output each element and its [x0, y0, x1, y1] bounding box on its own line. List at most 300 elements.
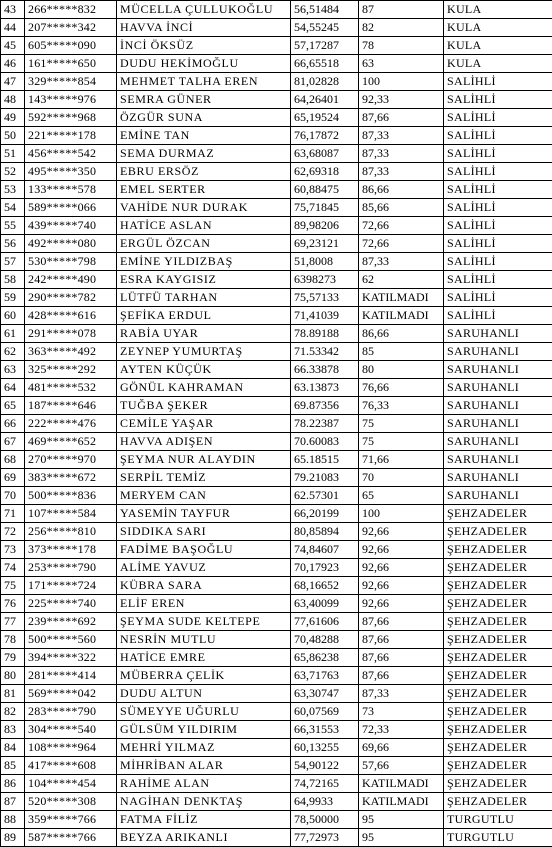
second-score-cell: 87,66 — [359, 631, 444, 649]
score-cell: 77,72973 — [291, 829, 359, 847]
district-cell: TURGUTLU — [444, 811, 552, 829]
table-row — [1, 325, 552, 343]
table-row — [1, 253, 552, 271]
full-name-cell: MEHRİ YILMAZ — [117, 739, 291, 757]
full-name-cell: HAVVA ADIŞEN — [117, 433, 291, 451]
district-cell: ŞEHZADELER — [444, 793, 552, 811]
row-number-cell: 67 — [1, 433, 25, 451]
score-cell: 78.22387 — [291, 415, 359, 433]
district-cell: SARUHANLI — [444, 361, 552, 379]
row-number-cell: 69 — [1, 469, 25, 487]
tc-number-cell: 589*****066 — [25, 199, 117, 217]
tc-number-cell: 481*****532 — [25, 379, 117, 397]
full-name-cell: GÖNÜL KAHRAMAN — [117, 379, 291, 397]
district-cell: SARUHANLI — [444, 469, 552, 487]
district-cell: SALİHLİ — [444, 217, 552, 235]
tc-number-cell: 239*****692 — [25, 613, 117, 631]
row-number-cell: 55 — [1, 217, 25, 235]
tc-number-cell: 281*****414 — [25, 667, 117, 685]
second-score-cell: 78 — [359, 37, 444, 55]
table-row — [1, 163, 552, 181]
district-cell: ŞEHZADELER — [444, 703, 552, 721]
row-number-cell: 83 — [1, 721, 25, 739]
tc-number-cell: 428*****616 — [25, 307, 117, 325]
tc-number-cell: 222*****476 — [25, 415, 117, 433]
table-row — [1, 199, 552, 217]
district-cell: SALİHLİ — [444, 307, 552, 325]
second-score-cell: KATILMADI — [359, 289, 444, 307]
second-score-cell: 87,33 — [359, 145, 444, 163]
full-name-cell: ŞEYMA SUDE KELTEPE — [117, 613, 291, 631]
table-row — [1, 19, 552, 37]
tc-number-cell: 291*****078 — [25, 325, 117, 343]
second-score-cell: 85 — [359, 343, 444, 361]
table-row — [1, 127, 552, 145]
district-cell: SARUHANLI — [444, 325, 552, 343]
district-cell: KULA — [444, 19, 552, 37]
district-cell: SARUHANLI — [444, 487, 552, 505]
full-name-cell: MÜCELLA ÇULLUKOĞLU — [117, 1, 291, 19]
tc-number-cell: 329*****854 — [25, 73, 117, 91]
full-name-cell: MERYEM CAN — [117, 487, 291, 505]
score-cell: 69.87356 — [291, 397, 359, 415]
second-score-cell: 92,66 — [359, 541, 444, 559]
second-score-cell: 92,66 — [359, 559, 444, 577]
table-row — [1, 757, 552, 775]
second-score-cell: 95 — [359, 829, 444, 847]
row-number-cell: 79 — [1, 649, 25, 667]
row-number-cell: 76 — [1, 595, 25, 613]
score-cell: 63,71763 — [291, 667, 359, 685]
district-cell: SALİHLİ — [444, 127, 552, 145]
row-number-cell: 71 — [1, 505, 25, 523]
second-score-cell: 95 — [359, 811, 444, 829]
full-name-cell: GÜLSÜM YILDIRIM — [117, 721, 291, 739]
tc-number-cell: 325*****292 — [25, 361, 117, 379]
row-number-cell: 87 — [1, 793, 25, 811]
tc-number-cell: 500*****836 — [25, 487, 117, 505]
score-cell: 6398273 — [291, 271, 359, 289]
full-name-cell: VAHİDE NUR DURAK — [117, 199, 291, 217]
table-row — [1, 433, 552, 451]
tc-number-cell: 456*****542 — [25, 145, 117, 163]
table-row — [1, 289, 552, 307]
table-row — [1, 37, 552, 55]
full-name-cell: ESRA KAYGISIZ — [117, 271, 291, 289]
district-cell: SALİHLİ — [444, 235, 552, 253]
full-name-cell: HATİCE EMRE — [117, 649, 291, 667]
score-cell: 74,84607 — [291, 541, 359, 559]
district-cell: ŞEHZADELER — [444, 649, 552, 667]
row-number-cell: 59 — [1, 289, 25, 307]
row-number-cell: 89 — [1, 829, 25, 847]
second-score-cell: 65 — [359, 487, 444, 505]
full-name-cell: EMİNE TAN — [117, 127, 291, 145]
second-score-cell: 63 — [359, 55, 444, 73]
tc-number-cell: 171*****724 — [25, 577, 117, 595]
row-number-cell: 77 — [1, 613, 25, 631]
full-name-cell: ERGÜL ÖZCAN — [117, 235, 291, 253]
table-row — [1, 271, 552, 289]
score-cell: 63,40099 — [291, 595, 359, 613]
tc-number-cell: 108*****964 — [25, 739, 117, 757]
score-cell: 60,13255 — [291, 739, 359, 757]
district-cell: KULA — [444, 55, 552, 73]
tc-number-cell: 270*****970 — [25, 451, 117, 469]
table-row — [1, 451, 552, 469]
tc-number-cell: 605*****090 — [25, 37, 117, 55]
district-cell: ŞEHZADELER — [444, 559, 552, 577]
row-number-cell: 65 — [1, 397, 25, 415]
district-cell: TURGUTLU — [444, 829, 552, 847]
tc-number-cell: 500*****560 — [25, 631, 117, 649]
score-cell: 65.18515 — [291, 451, 359, 469]
district-cell: SARUHANLI — [444, 343, 552, 361]
district-cell: ŞEHZADELER — [444, 667, 552, 685]
score-cell: 81,02828 — [291, 73, 359, 91]
table-row — [1, 685, 552, 703]
table-row — [1, 469, 552, 487]
row-number-cell: 72 — [1, 523, 25, 541]
table-row — [1, 613, 552, 631]
row-number-cell: 63 — [1, 361, 25, 379]
second-score-cell: 82 — [359, 19, 444, 37]
full-name-cell: ŞEYMA NUR ALAYDIN — [117, 451, 291, 469]
row-number-cell: 85 — [1, 757, 25, 775]
table-row — [1, 775, 552, 793]
row-number-cell: 73 — [1, 541, 25, 559]
full-name-cell: SIDDIKA SARI — [117, 523, 291, 541]
tc-number-cell: 373*****178 — [25, 541, 117, 559]
tc-number-cell: 569*****042 — [25, 685, 117, 703]
tc-number-cell: 304*****540 — [25, 721, 117, 739]
second-score-cell: 80 — [359, 361, 444, 379]
table-row — [1, 811, 552, 829]
table-row — [1, 379, 552, 397]
results-table-body — [1, 1, 552, 847]
district-cell: SALİHLİ — [444, 199, 552, 217]
second-score-cell: KATILMADI — [359, 793, 444, 811]
district-cell: SARUHANLI — [444, 397, 552, 415]
second-score-cell: 72,66 — [359, 217, 444, 235]
second-score-cell: 72,66 — [359, 235, 444, 253]
district-cell: ŞEHZADELER — [444, 685, 552, 703]
table-row — [1, 181, 552, 199]
table-row — [1, 667, 552, 685]
score-cell: 60,88475 — [291, 181, 359, 199]
tc-number-cell: 530*****798 — [25, 253, 117, 271]
second-score-cell: KATILMADI — [359, 775, 444, 793]
row-number-cell: 82 — [1, 703, 25, 721]
tc-number-cell: 253*****790 — [25, 559, 117, 577]
row-number-cell: 57 — [1, 253, 25, 271]
row-number-cell: 86 — [1, 775, 25, 793]
second-score-cell: 69,66 — [359, 739, 444, 757]
full-name-cell: ELİF EREN — [117, 595, 291, 613]
score-cell: 57,17287 — [291, 37, 359, 55]
full-name-cell: BEYZA ARIKANLI — [117, 829, 291, 847]
district-cell: ŞEHZADELER — [444, 721, 552, 739]
table-row — [1, 361, 552, 379]
score-cell: 80,85894 — [291, 523, 359, 541]
full-name-cell: FADİME BAŞOĞLU — [117, 541, 291, 559]
table-row — [1, 109, 552, 127]
tc-number-cell: 161*****650 — [25, 55, 117, 73]
table-row — [1, 73, 552, 91]
second-score-cell: 70 — [359, 469, 444, 487]
score-cell: 62.57301 — [291, 487, 359, 505]
tc-number-cell: 394*****322 — [25, 649, 117, 667]
second-score-cell: 57,66 — [359, 757, 444, 775]
full-name-cell: RAHİME ALAN — [117, 775, 291, 793]
table-row — [1, 91, 552, 109]
row-number-cell: 51 — [1, 145, 25, 163]
full-name-cell: ALİME YAVUZ — [117, 559, 291, 577]
score-cell: 70,17923 — [291, 559, 359, 577]
tc-number-cell: 207*****342 — [25, 19, 117, 37]
table-row — [1, 577, 552, 595]
score-cell: 66.33878 — [291, 361, 359, 379]
district-cell: ŞEHZADELER — [444, 775, 552, 793]
table-row — [1, 523, 552, 541]
tc-number-cell: 592*****968 — [25, 109, 117, 127]
row-number-cell: 84 — [1, 739, 25, 757]
second-score-cell: 87,33 — [359, 127, 444, 145]
row-number-cell: 53 — [1, 181, 25, 199]
score-cell: 62,69318 — [291, 163, 359, 181]
district-cell: SALİHLİ — [444, 145, 552, 163]
score-cell: 89,98206 — [291, 217, 359, 235]
tc-number-cell: 587*****766 — [25, 829, 117, 847]
score-cell: 68,16652 — [291, 577, 359, 595]
full-name-cell: ŞEFİKA ERDUL — [117, 307, 291, 325]
second-score-cell: 92,33 — [359, 91, 444, 109]
table-row — [1, 217, 552, 235]
tc-number-cell: 439*****740 — [25, 217, 117, 235]
table-row — [1, 829, 552, 847]
district-cell: ŞEHZADELER — [444, 577, 552, 595]
full-name-cell: RABİA UYAR — [117, 325, 291, 343]
district-cell: SALİHLİ — [444, 163, 552, 181]
table-row — [1, 631, 552, 649]
table-row — [1, 541, 552, 559]
full-name-cell: SÜMEYYE UĞURLU — [117, 703, 291, 721]
table-row — [1, 55, 552, 73]
district-cell: SALİHLİ — [444, 253, 552, 271]
score-cell: 63.13873 — [291, 379, 359, 397]
score-cell: 76,17872 — [291, 127, 359, 145]
district-cell: ŞEHZADELER — [444, 541, 552, 559]
full-name-cell: LÜTFÜ TARHAN — [117, 289, 291, 307]
second-score-cell: 92,66 — [359, 523, 444, 541]
full-name-cell: DUDU ALTUN — [117, 685, 291, 703]
row-number-cell: 54 — [1, 199, 25, 217]
district-cell: ŞEHZADELER — [444, 595, 552, 613]
row-number-cell: 68 — [1, 451, 25, 469]
score-cell: 65,86238 — [291, 649, 359, 667]
second-score-cell: 76,66 — [359, 379, 444, 397]
district-cell: ŞEHZADELER — [444, 631, 552, 649]
score-cell: 71.53342 — [291, 343, 359, 361]
row-number-cell: 62 — [1, 343, 25, 361]
row-number-cell: 45 — [1, 37, 25, 55]
score-cell: 54,55245 — [291, 19, 359, 37]
table-row — [1, 415, 552, 433]
district-cell: SARUHANLI — [444, 379, 552, 397]
second-score-cell: 87,66 — [359, 613, 444, 631]
full-name-cell: MÜBERRA ÇELİK — [117, 667, 291, 685]
score-cell: 70,48288 — [291, 631, 359, 649]
row-number-cell: 56 — [1, 235, 25, 253]
tc-number-cell: 492*****080 — [25, 235, 117, 253]
second-score-cell: 86,66 — [359, 325, 444, 343]
district-cell: SALİHLİ — [444, 109, 552, 127]
second-score-cell: 71,66 — [359, 451, 444, 469]
score-cell: 66,65518 — [291, 55, 359, 73]
row-number-cell: 60 — [1, 307, 25, 325]
district-cell: KULA — [444, 1, 552, 19]
row-number-cell: 80 — [1, 667, 25, 685]
district-cell: SALİHLİ — [444, 289, 552, 307]
district-cell: KULA — [444, 37, 552, 55]
tc-number-cell: 383*****672 — [25, 469, 117, 487]
tc-number-cell: 107*****584 — [25, 505, 117, 523]
full-name-cell: SEMA DURMAZ — [117, 145, 291, 163]
score-cell: 51,8008 — [291, 253, 359, 271]
row-number-cell: 48 — [1, 91, 25, 109]
second-score-cell: 87,66 — [359, 649, 444, 667]
district-cell: ŞEHZADELER — [444, 757, 552, 775]
table-row — [1, 397, 552, 415]
score-cell: 75,71845 — [291, 199, 359, 217]
full-name-cell: ZEYNEP YUMURTAŞ — [117, 343, 291, 361]
full-name-cell: EBRU ERSÖZ — [117, 163, 291, 181]
district-cell: SARUHANLI — [444, 451, 552, 469]
table-row — [1, 1, 552, 19]
tc-number-cell: 256*****810 — [25, 523, 117, 541]
full-name-cell: EMEL SERTER — [117, 181, 291, 199]
table-row — [1, 307, 552, 325]
row-number-cell: 44 — [1, 19, 25, 37]
tc-number-cell: 290*****782 — [25, 289, 117, 307]
full-name-cell: ÖZGÜR SUNA — [117, 109, 291, 127]
second-score-cell: 76,33 — [359, 397, 444, 415]
second-score-cell: 92,66 — [359, 595, 444, 613]
tc-number-cell: 187*****646 — [25, 397, 117, 415]
row-number-cell: 75 — [1, 577, 25, 595]
second-score-cell: 75 — [359, 415, 444, 433]
second-score-cell: 87,33 — [359, 253, 444, 271]
table-row — [1, 145, 552, 163]
row-number-cell: 50 — [1, 127, 25, 145]
tc-number-cell: 417*****608 — [25, 757, 117, 775]
district-cell: ŞEHZADELER — [444, 523, 552, 541]
row-number-cell: 47 — [1, 73, 25, 91]
table-row — [1, 739, 552, 757]
second-score-cell: 87 — [359, 1, 444, 19]
row-number-cell: 46 — [1, 55, 25, 73]
second-score-cell: 72,33 — [359, 721, 444, 739]
table-row — [1, 487, 552, 505]
district-cell: SALİHLİ — [444, 181, 552, 199]
table-row — [1, 793, 552, 811]
score-cell: 69,23121 — [291, 235, 359, 253]
full-name-cell: DUDU HEKİMOĞLU — [117, 55, 291, 73]
score-cell: 63,30747 — [291, 685, 359, 703]
district-cell: ŞEHZADELER — [444, 613, 552, 631]
score-cell: 70.60083 — [291, 433, 359, 451]
second-score-cell: 75 — [359, 433, 444, 451]
score-cell: 56,51484 — [291, 1, 359, 19]
tc-number-cell: 520*****308 — [25, 793, 117, 811]
district-cell: SARUHANLI — [444, 433, 552, 451]
table-row — [1, 235, 552, 253]
district-cell: SALİHLİ — [444, 73, 552, 91]
score-cell: 71,41039 — [291, 307, 359, 325]
full-name-cell: NAGİHAN DENKTAŞ — [117, 793, 291, 811]
row-number-cell: 52 — [1, 163, 25, 181]
full-name-cell: KÜBRA SARA — [117, 577, 291, 595]
full-name-cell: MEHMET TALHA EREN — [117, 73, 291, 91]
table-row — [1, 505, 552, 523]
row-number-cell: 61 — [1, 325, 25, 343]
second-score-cell: 87,33 — [359, 685, 444, 703]
row-number-cell: 88 — [1, 811, 25, 829]
row-number-cell: 49 — [1, 109, 25, 127]
table-row — [1, 343, 552, 361]
score-cell: 63,68087 — [291, 145, 359, 163]
second-score-cell: 85,66 — [359, 199, 444, 217]
row-number-cell: 64 — [1, 379, 25, 397]
tc-number-cell: 283*****790 — [25, 703, 117, 721]
score-cell: 74,72165 — [291, 775, 359, 793]
row-number-cell: 70 — [1, 487, 25, 505]
district-cell: SALİHLİ — [444, 91, 552, 109]
tc-number-cell: 469*****652 — [25, 433, 117, 451]
district-cell: SALİHLİ — [444, 271, 552, 289]
score-cell: 77,61606 — [291, 613, 359, 631]
tc-number-cell: 225*****740 — [25, 595, 117, 613]
district-cell: ŞEHZADELER — [444, 505, 552, 523]
tc-number-cell: 266*****832 — [25, 1, 117, 19]
second-score-cell: 100 — [359, 505, 444, 523]
full-name-cell: YASEMİN TAYFUR — [117, 505, 291, 523]
score-cell: 64,9933 — [291, 793, 359, 811]
score-cell: 78,50000 — [291, 811, 359, 829]
second-score-cell: 100 — [359, 73, 444, 91]
score-cell: 66,31553 — [291, 721, 359, 739]
row-number-cell: 78 — [1, 631, 25, 649]
full-name-cell: CEMİLE YAŞAR — [117, 415, 291, 433]
row-number-cell: 43 — [1, 1, 25, 19]
tc-number-cell: 143*****976 — [25, 91, 117, 109]
table-row — [1, 703, 552, 721]
score-cell: 66,20199 — [291, 505, 359, 523]
full-name-cell: HAVVA İNCİ — [117, 19, 291, 37]
row-number-cell: 58 — [1, 271, 25, 289]
tc-number-cell: 133*****578 — [25, 181, 117, 199]
full-name-cell: SEMRA GÜNER — [117, 91, 291, 109]
score-cell: 64,26401 — [291, 91, 359, 109]
full-name-cell: HATİCE ASLAN — [117, 217, 291, 235]
second-score-cell: 92,66 — [359, 577, 444, 595]
second-score-cell: 62 — [359, 271, 444, 289]
tc-number-cell: 495*****350 — [25, 163, 117, 181]
second-score-cell: 87,66 — [359, 109, 444, 127]
tc-number-cell: 359*****766 — [25, 811, 117, 829]
full-name-cell: FATMA FİLİZ — [117, 811, 291, 829]
score-cell: 60,07569 — [291, 703, 359, 721]
